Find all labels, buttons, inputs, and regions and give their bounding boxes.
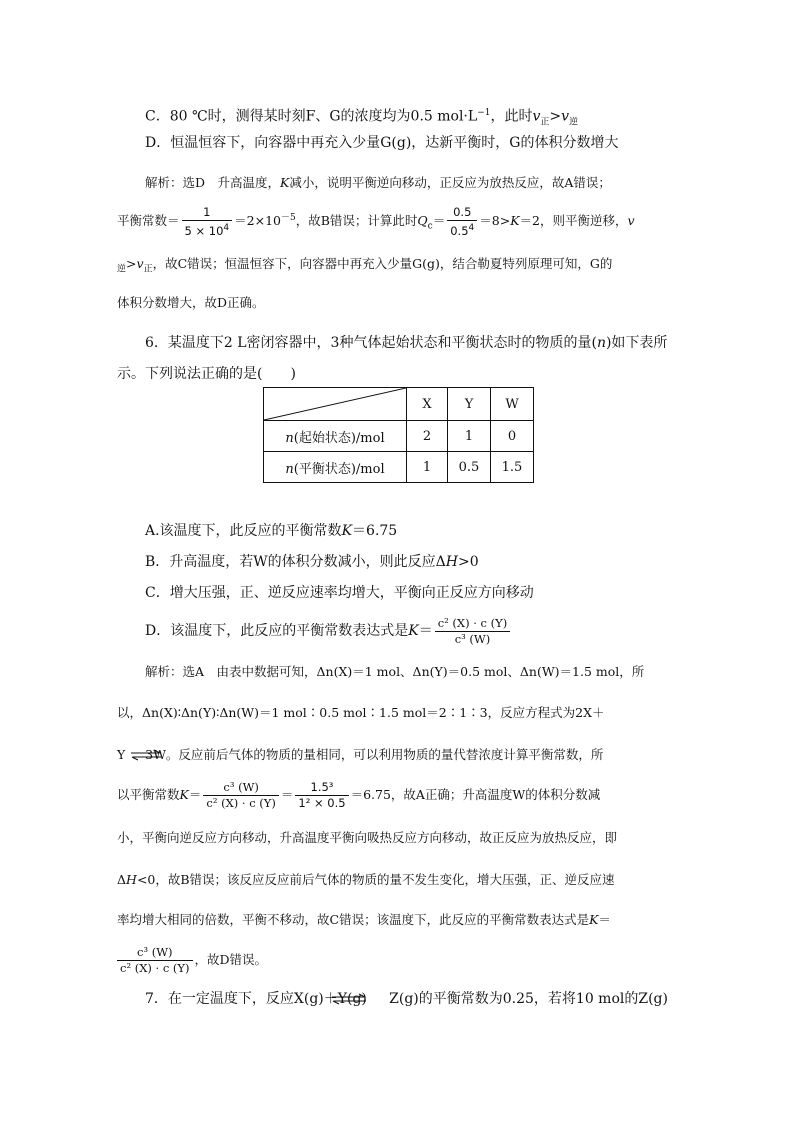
row-label: n(平衡状态)/mol [264, 452, 407, 483]
answer-line-2: 以，Δn(X)∶Δn(Y)∶Δn(W)＝1 mol∶0.5 mol∶1.5 mol＝2∶1∶3，反应方程式为2X＋ [117, 705, 605, 720]
answer-line-6: ΔH<0，故B错误；该反应反应前后气体的物质的量不发生变化，增大压强，正、逆反应速 [117, 872, 615, 887]
answer-line-8: $\frac{\text{c³ (W)}}{\text{c² (X) · c (Y)}}$ ，故D错误。 [117, 940, 267, 980]
answer-line-3: Y 3W。反应前后气体的物质的量相同，可以利用物质的量代替浓度计算平衡常数，所 [117, 747, 604, 762]
col-header: X [407, 388, 448, 421]
option-d: D．恒温恒容下，向容器中再充入少量G(g)，达新平衡时，G的体积分数增大 [145, 135, 619, 151]
answer-line-7: 率均增大相同的倍数，平衡不移动，故C错误；该温度下，此反应的平衡常数表达式是K＝ [117, 912, 611, 927]
option-d: D．该温度下，此反应的平衡常数表达式是K＝ $\frac{\text{c² (X) · c (Y)}}{\text{c³ (W)}}$ [145, 614, 512, 648]
explanation-line-4: 体积分数增大，故D正确。 [117, 295, 265, 310]
table-cell: 0 [491, 421, 534, 452]
table-cell: 0.5 [448, 452, 491, 483]
table-row [264, 452, 534, 483]
fraction-k-formula: $\frac{\text{c³ (W)}}{\text{c² (X) · c (Y)}}$ [117, 945, 193, 976]
fraction-k-expression: $\frac{\text{c² (X) · c (Y)}}{\text{c³ (W)}}$ [435, 616, 511, 647]
explanation-line-2: 平衡常数＝ $\frac{1}{5 \times 10^4}$ $=2\times 10^{-5}$，故B错误；计算此时$Q_c=$ $\frac{0.5}{0.5^4}$ ＝8>K＝2，则平衡逆移，v [117, 204, 635, 238]
equilibrium-arrow-icon [330, 993, 368, 1005]
explanation-line-1: 解析：选D 升高温度，K减小，说明平衡逆向移动，正反应为放热反应，故A错误； [145, 175, 611, 190]
row-label: n(起始状态)/mol [264, 421, 407, 452]
table-cell: 2 [407, 421, 448, 452]
fraction-k-formula: $\frac{\text{c³ (W)}}{\text{c² (X) · c (Y)}}$ [203, 780, 279, 811]
table-cell: 1.5 [491, 452, 534, 483]
data-table [263, 387, 534, 483]
table-row [264, 421, 534, 452]
option-a: A.该温度下，此反应的平衡常数K＝6.75 [145, 523, 398, 539]
table-cell: 1 [448, 421, 491, 452]
diagonal-line [264, 388, 406, 420]
explanation-line-3: $_逆>v_正$，故C错误；恒温恒容下，向容器中再充入少量G(g)，结合勒夏特列原理可知，G的 [117, 256, 613, 275]
fraction-qc: $\frac{0.5}{0.5^4}$ [447, 205, 477, 239]
question-6-line-1: 6．某温度下2 L密闭容器中，3种气体起始状态和平衡状态时的物质的量(n)如下表所 [145, 335, 668, 351]
table-header-row [264, 388, 534, 421]
answer-line-1: 解析：选A 由表中数据可知，Δn(X)＝1 mol、Δn(Y)＝0.5 mol、Δn(W)＝1.5 mol，所 [145, 664, 645, 679]
question-7: 7．在一定温度下，反应X(g)＋Y(g) Z(g)的平衡常数为0.25，若将10 mol的Z(g) [145, 991, 668, 1007]
question-6-line-2: 示。下列说法正确的是( ) [117, 366, 296, 382]
equilibrium-arrow-icon [129, 749, 163, 761]
diagonal-header-cell [264, 388, 407, 421]
option-c: C．增大压强，正、逆反应速率均增大，平衡向正反应方向移动 [145, 585, 534, 601]
fraction-k: $\frac{1}{5 \times 10^4}$ [182, 205, 233, 239]
option-c: C．80 ℃时，测得某时刻F、G的浓度均为0.5 $mol\cdot L^{-1}$，此时$v_正>v_逆$ [145, 108, 579, 128]
col-header: W [491, 388, 534, 421]
fraction-k-value: $\frac{\text{1.5³}}{\text{1² × 0.5}}$ [295, 780, 348, 811]
answer-line-5: 小，平衡向逆反应方向移动，升高温度平衡向吸热反应方向移动，故正反应为放热反应，即 [117, 830, 618, 845]
table-cell: 1 [407, 452, 448, 483]
answer-line-4: 以平衡常数K＝ $\frac{\text{c³ (W)}}{\text{c² (X) · c (Y)}}$ ＝ $\frac{\text{1.5³}}{\text{1² × 0.5}}$ ＝6.75，故A正确；升高温度W的体积分数减 [117, 780, 601, 810]
option-b: B．升高温度，若W的体积分数减小，则此反应ΔH>0 [145, 554, 479, 570]
col-header: Y [448, 388, 491, 421]
